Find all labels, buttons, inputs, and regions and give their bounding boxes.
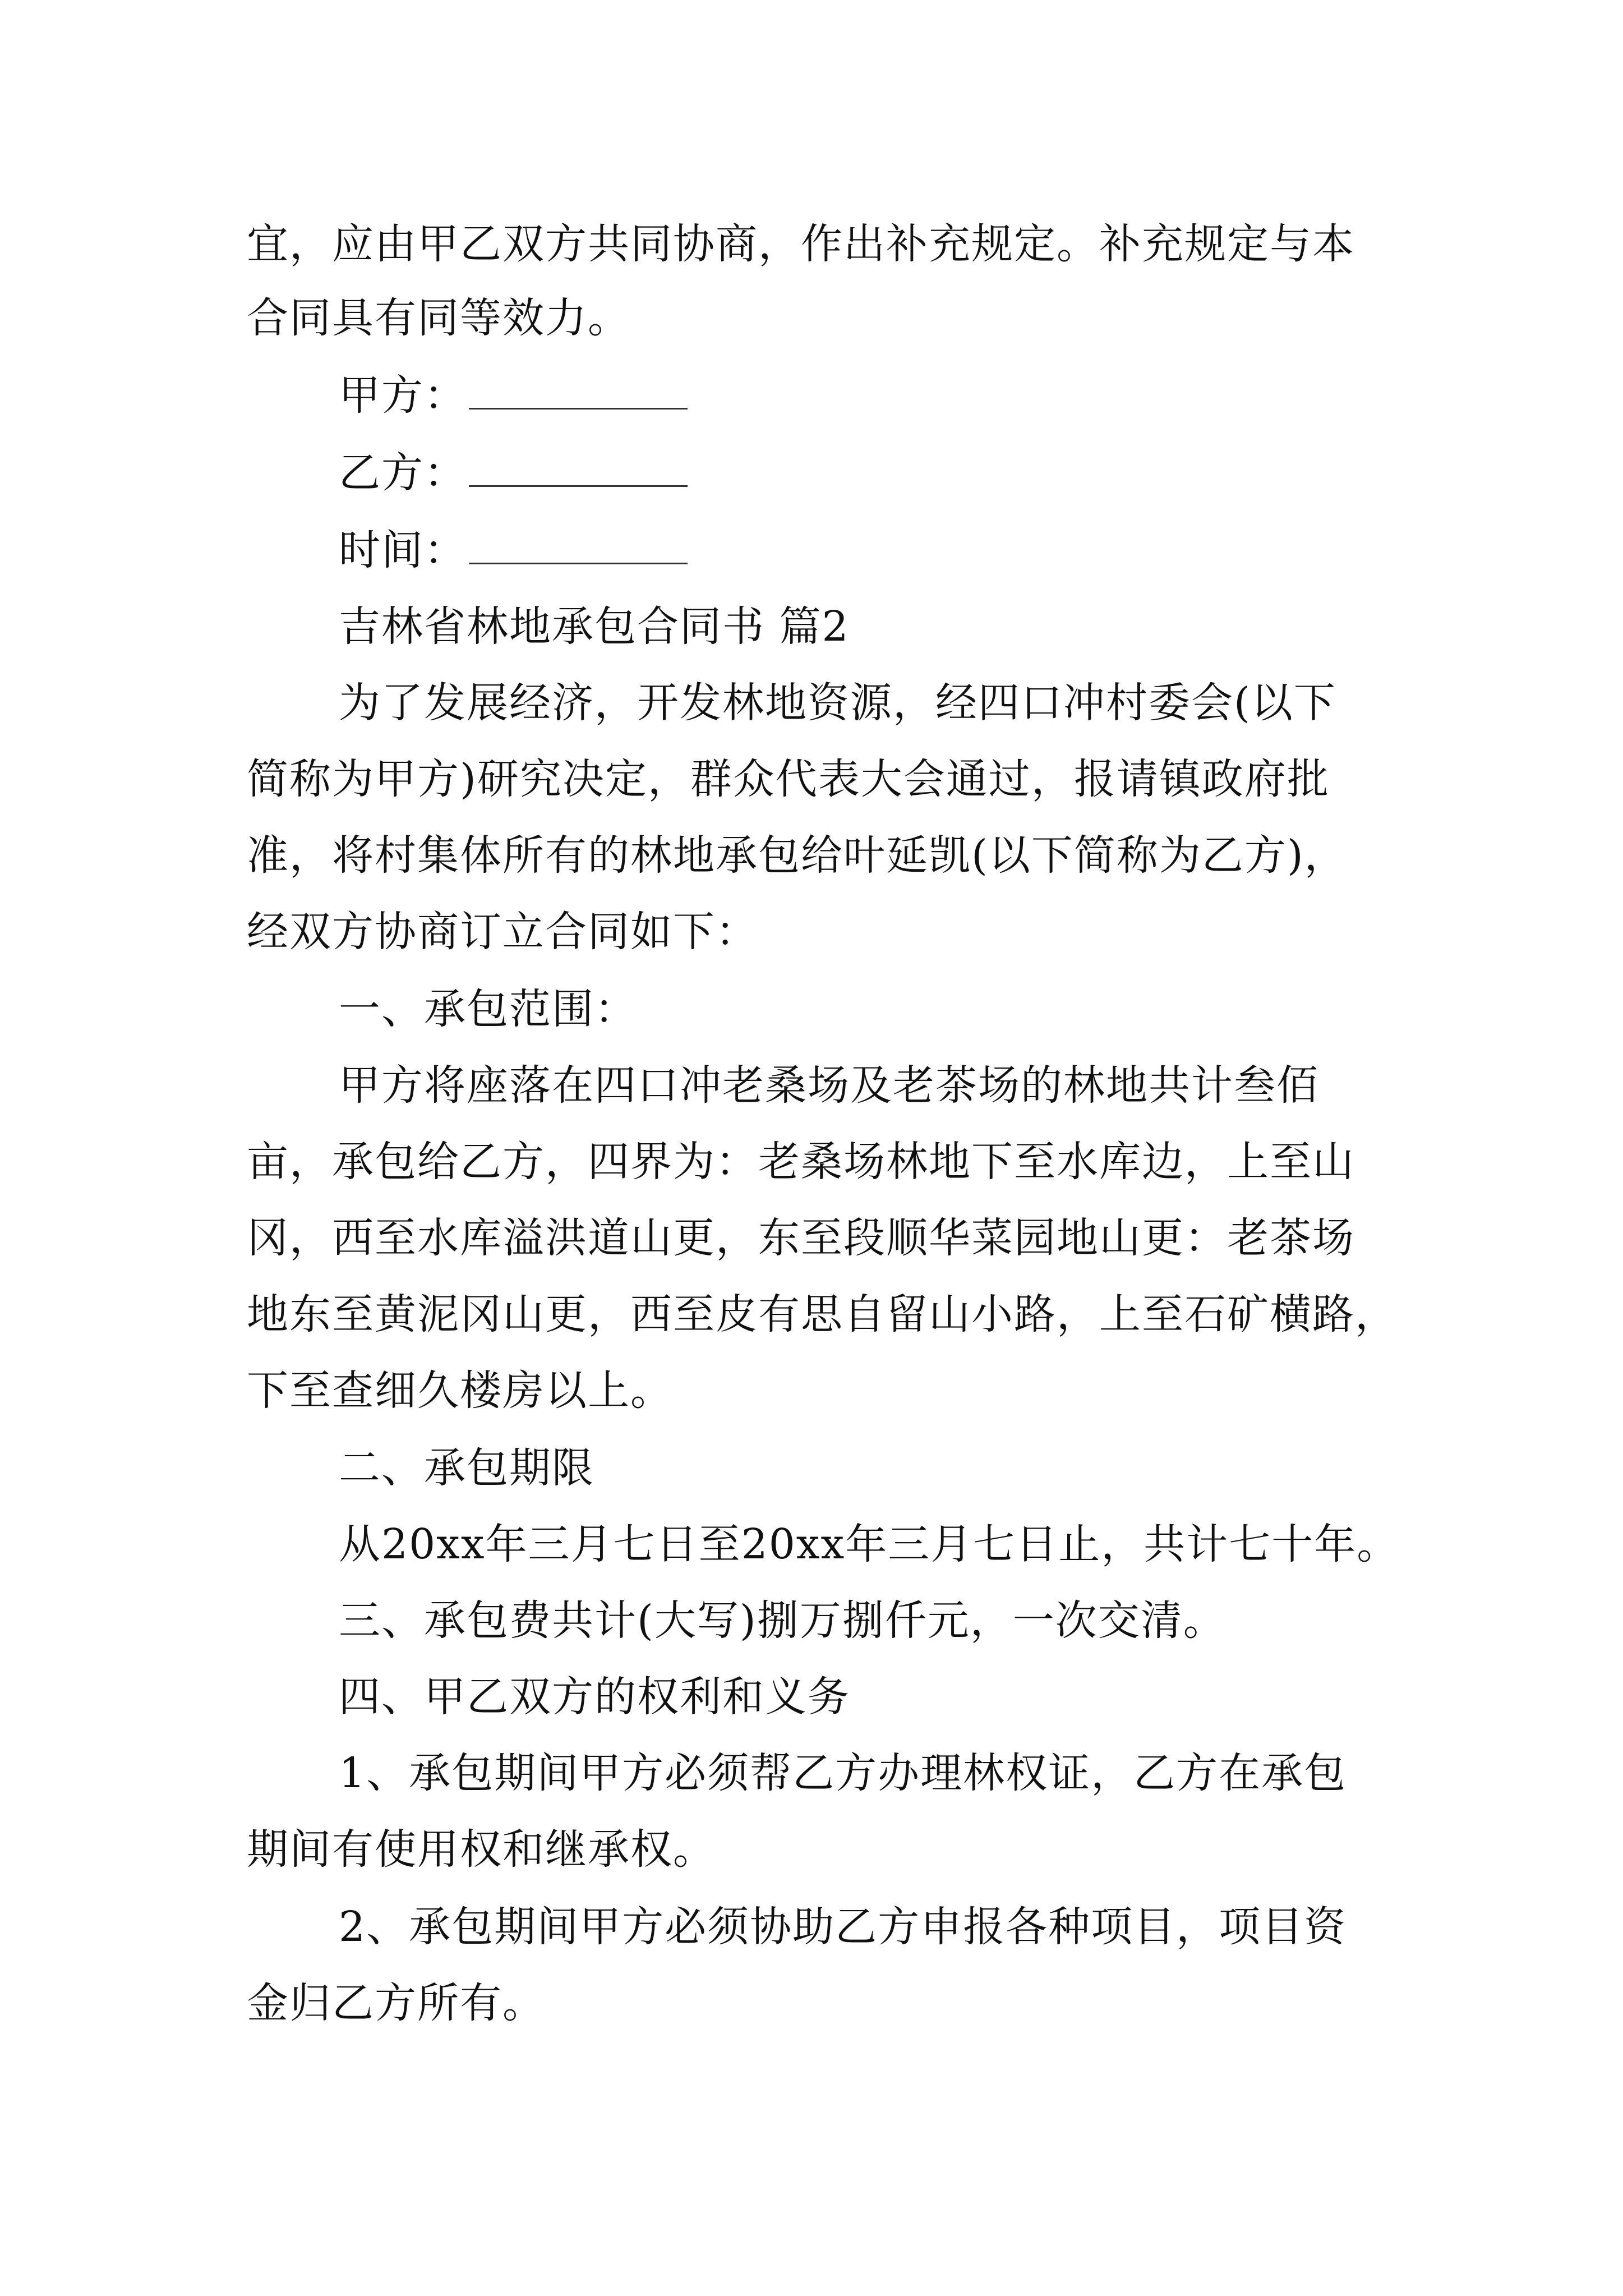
paragraph-line: 金归乙方所有。 <box>247 1979 545 2027</box>
signature-date <box>339 526 688 574</box>
clause-heading: 一、承包范围： <box>339 985 637 1033</box>
signature-label: 甲方： <box>339 371 467 420</box>
paragraph-line: 准，将村集体所有的林地承包给叶延凯(以下简称为乙方)， <box>247 831 1347 880</box>
signature-label: 时间： <box>339 526 467 574</box>
clause-heading: 三、承包费共计(大写)捌万捌仟元，一次交清。 <box>339 1596 1226 1645</box>
paragraph-line: 地东至黄泥冈山更，西至皮有思自留山小路，上至石矿横路， <box>247 1290 1398 1338</box>
paragraph-line: 合同具有同等效力。 <box>247 294 630 342</box>
signature-blank <box>469 540 688 564</box>
signature-party-a <box>339 371 688 420</box>
section-title: 吉林省林地承包合同书 篇2 <box>339 602 850 651</box>
paragraph-line: 宜，应由甲乙双方共同协商，作出补充规定。补充规定与本 <box>247 220 1355 268</box>
paragraph-line: 从20xx年三月七日至20xx年三月七日止，共计七十年。 <box>339 1520 1400 1568</box>
paragraph-line: 为了发展经济，开发林地资源，经四口冲村委会(以下 <box>339 679 1336 727</box>
paragraph-line: 2、承包期间甲方必须协助乙方申报各种项目，项目资 <box>339 1903 1347 1951</box>
paragraph-line: 经双方协商订立合同如下： <box>247 908 758 956</box>
signature-blank <box>469 463 688 487</box>
paragraph-line: 期间有使用权和继承权。 <box>247 1825 716 1874</box>
clause-heading: 二、承包期限 <box>339 1444 594 1492</box>
paragraph-line: 亩，承包给乙方，四界为：老桑场林地下至水库边，上至山 <box>247 1138 1355 1186</box>
paragraph-line: 简称为甲方)研究决定，群众代表大会通过，报请镇政府批 <box>247 755 1330 803</box>
paragraph-line: 甲方将座落在四口冲老桑场及老茶场的林地共计叁佰 <box>339 1061 1319 1110</box>
signature-label: 乙方： <box>339 449 467 497</box>
paragraph-line: 冈，西至水库溢洪道山更，东至段顺华菜园地山更：老茶场 <box>247 1214 1355 1262</box>
signature-party-b <box>339 449 688 497</box>
paragraph-line: 下至查细久楼房以上。 <box>247 1366 673 1415</box>
clause-heading: 四、甲乙双方的权利和义务 <box>339 1673 850 1721</box>
paragraph-line: 1、承包期间甲方必须帮乙方办理林权证，乙方在承包 <box>339 1749 1347 1797</box>
signature-blank <box>469 385 688 409</box>
